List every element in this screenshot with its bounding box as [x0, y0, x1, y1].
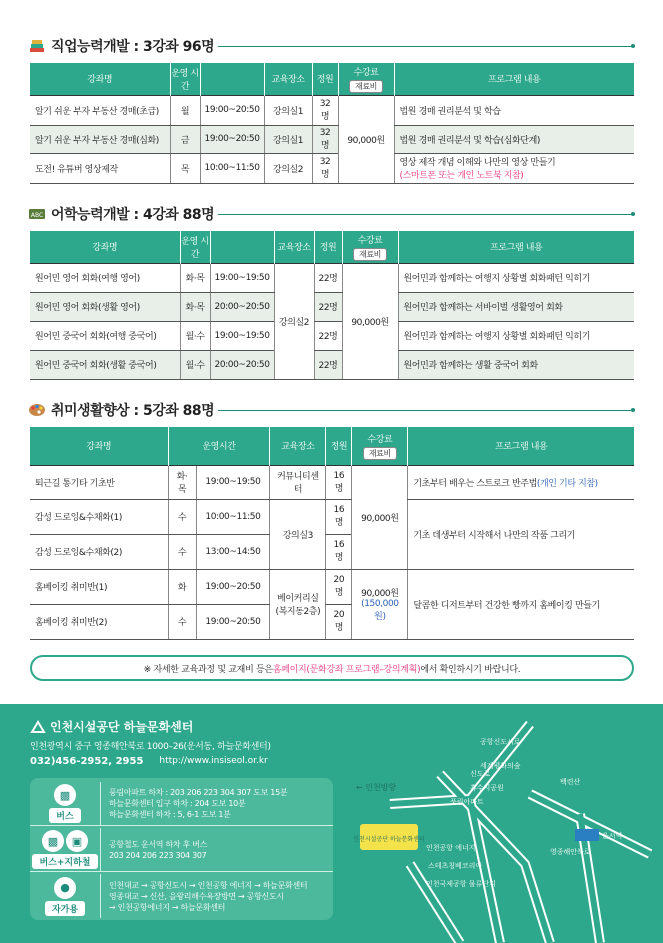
course-cap: 32명	[312, 125, 338, 153]
course-fee: 90,000원	[338, 95, 394, 183]
transit-info	[100, 828, 333, 871]
transit-row-car	[30, 874, 333, 918]
course-fee: 90,000원	[342, 263, 398, 379]
col-fee	[338, 63, 394, 95]
notice-box	[30, 655, 634, 681]
course-day: 화·목	[168, 465, 196, 499]
course-day: 수	[168, 534, 196, 569]
section-title-text: 직업능력개발 : 3강좌 96명	[51, 39, 215, 55]
course-desc-main: 기초부터 배우는 스트로크 반주법	[413, 478, 537, 489]
baking-material-fee: (150,000원)	[361, 599, 399, 622]
course-desc	[394, 153, 634, 183]
course-cap: 22명	[314, 321, 342, 350]
course-cap: 32명	[312, 153, 338, 183]
course-day: 목	[170, 153, 200, 183]
course-name: 홈베이킹 취미반(2)	[30, 604, 168, 639]
job-table	[30, 63, 634, 184]
course-cap: 16명	[326, 465, 352, 499]
col-place: 교육장소	[274, 231, 314, 263]
divider	[218, 46, 633, 47]
section-title-text: 취미생활향상 : 5강좌 88명	[51, 403, 215, 419]
course-cap: 16명	[326, 499, 352, 534]
course-name: 감성 드로잉&수채화(1)	[30, 499, 168, 534]
palette-icon	[28, 402, 46, 418]
course-day: 금	[170, 125, 200, 153]
baking-fee: 90,000원	[361, 589, 399, 599]
course-cap: 20명	[326, 604, 352, 639]
transit-label	[30, 874, 100, 918]
brand-name: 인천시설공단 하늘문화센터	[50, 720, 194, 734]
course-desc-note: (개인 기타 지참)	[536, 478, 598, 489]
map-place: 풍림아파트	[450, 798, 484, 806]
course-time: 20:00~20:50	[210, 292, 274, 321]
transit-label	[30, 782, 100, 825]
course-time: 10:00~11:50	[200, 153, 264, 183]
course-desc: 원어민과 함께하는 서바이벌 생활영어 회화	[398, 292, 634, 321]
footer-address: 인천광역시 중구 영종해안북로 1000–26(운서동, 하늘문화센터)	[30, 742, 271, 752]
course-desc: 원어민과 함께하는 여행지 상황별 회화패턴 익히기	[398, 321, 634, 350]
col-course: 강좌명	[30, 231, 180, 263]
course-name: 도전! 유튜버 영상제작	[30, 153, 170, 183]
notice-post: 에서 확인하시기 바랍니다.	[420, 664, 521, 675]
footer-url[interactable]: http://www.insiseol.or.kr	[159, 756, 268, 766]
notice-link[interactable]: 홈페이지(문화강좌 프로그램–강의계획)	[272, 664, 421, 675]
footer	[0, 704, 663, 943]
col-op: 운영 시간	[180, 231, 210, 263]
table-row	[30, 569, 634, 604]
transit-info	[100, 874, 333, 918]
course-time: 19:00~19:50	[210, 321, 274, 350]
map-graphic	[350, 704, 663, 943]
col-cap: 정원	[312, 63, 338, 95]
course-time: 19:00~20:50	[196, 569, 270, 604]
hobby-table	[30, 427, 634, 640]
course-name: 원어민 중국어 회화(생활 중국어)	[30, 350, 180, 379]
course-time: 20:00~20:50	[210, 350, 274, 379]
car-icon: ●	[54, 877, 76, 899]
course-name: 원어민 영어 회화(생활 영어)	[30, 292, 180, 321]
section-title-job	[28, 35, 214, 57]
course-time: 10:00~11:50	[196, 499, 270, 534]
col-time	[200, 63, 264, 95]
course-time: 19:00~19:50	[210, 263, 274, 292]
transit-label-text: 버스	[49, 808, 80, 823]
course-name: 알기 쉬운 부자 부동산 경매(초급)	[30, 95, 170, 125]
course-time: 13:00~14:50	[196, 534, 270, 569]
course-cap: 20명	[326, 569, 352, 604]
fee-badge: 재료비	[353, 248, 387, 261]
course-place: 강의실1	[264, 125, 312, 153]
transit-row-subway	[30, 828, 333, 872]
map-label: ← 인천방향	[356, 783, 397, 792]
course-fee: 90,000원	[352, 465, 408, 569]
course-desc: 법원 경매 권리분석 및 학습(심화단계)	[394, 125, 634, 153]
course-day: 수	[168, 604, 196, 639]
col-cap: 정원	[326, 427, 352, 465]
col-time	[210, 231, 274, 263]
course-cap: 22명	[314, 263, 342, 292]
col-program: 프로그램 내용	[408, 427, 634, 465]
section-title-text: 어학능력개발 : 4강좌 88명	[51, 207, 215, 223]
col-program: 프로그램 내용	[394, 63, 634, 95]
fee-label: 수강료	[353, 67, 379, 78]
table-row	[30, 321, 634, 350]
transit-line: 하늘문화센터 하차 : 5, 6-1 도보 1분	[109, 810, 231, 819]
col-place: 교육장소	[264, 63, 312, 95]
course-desc: 원어민과 함께하는 생활 중국어 회화	[398, 350, 634, 379]
col-place: 교육장소	[270, 427, 326, 465]
bus-icon: ▩	[42, 830, 64, 852]
baking-place: 베이커리실	[277, 594, 319, 604]
course-day: 수	[168, 499, 196, 534]
table-row	[30, 263, 634, 292]
course-fee	[352, 569, 408, 639]
fee-label: 수강료	[357, 235, 383, 246]
course-time: 19:00~20:50	[200, 95, 264, 125]
col-course: 강좌명	[30, 427, 168, 465]
transit-line: 영종대교 → 신산, 을왕리해수욕장방면 → 공항신도시	[109, 891, 284, 901]
course-place: 강의실2	[274, 263, 314, 379]
col-program: 프로그램 내용	[398, 231, 634, 263]
map-place: 세계평화의숲	[480, 762, 521, 770]
course-time: 19:00~19:50	[196, 465, 270, 499]
transit-line: 하늘문화센터 입구 하차 : 204 도보 10분	[109, 799, 246, 808]
col-course: 강좌명	[30, 63, 170, 95]
transit-info	[100, 782, 333, 825]
abc-icon	[28, 206, 46, 222]
divider	[218, 214, 633, 215]
fee-label: 수강료	[367, 434, 393, 445]
course-desc-note: (스마트폰 또는 개인 노트북 지참)	[399, 171, 524, 181]
transit-row-bus	[30, 782, 333, 826]
course-place: 커뮤니티센터	[270, 465, 326, 499]
divider-dot	[631, 44, 635, 48]
station-marker	[575, 829, 599, 841]
course-place: 강의실2	[264, 153, 312, 183]
course-desc: 법원 경매 권리분석 및 학습	[394, 95, 634, 125]
course-name: 퇴근길 통기타 기초반	[30, 465, 168, 499]
transit-label-text: 버스+지하철	[32, 854, 97, 869]
section-title-lang	[28, 203, 214, 225]
map-place: 인천공항 에너지	[426, 844, 476, 852]
divider-dot	[631, 408, 635, 412]
course-name: 알기 쉬운 부자 부동산 경매(심화)	[30, 125, 170, 153]
course-place: 강의실1	[264, 95, 312, 125]
course-desc	[408, 465, 634, 499]
bus-icon: ▩	[54, 784, 76, 806]
transit-line: → 인천공항에너지 → 하늘문화센터	[109, 902, 226, 912]
map-place: 스테츠칭베코리아	[428, 862, 483, 870]
logo-icon	[30, 720, 46, 734]
table-row	[30, 95, 634, 125]
transit-box	[30, 778, 333, 920]
course-day: 월·수	[180, 321, 210, 350]
subway-icon	[42, 830, 88, 852]
transit-line: 풍림아파트 하차 : 203 206 223 304 307 도보 15분	[109, 788, 288, 797]
baking-place-detail: (복지동2층)	[275, 607, 321, 617]
table-row	[30, 499, 634, 534]
course-time: 19:00~20:50	[196, 604, 270, 639]
course-name: 원어민 중국어 회화(여행 중국어)	[30, 321, 180, 350]
fee-badge: 재료비	[363, 447, 397, 460]
course-desc: 기초 데생부터 시작해서 나만의 작품 그리기	[408, 499, 634, 569]
course-cap: 32명	[312, 95, 338, 125]
books-icon	[28, 38, 46, 54]
course-day: 화·목	[180, 292, 210, 321]
transit-line: 203 204 206 223 304 307	[109, 850, 207, 860]
col-cap: 정원	[314, 231, 342, 263]
map-place: 백련산	[560, 778, 581, 786]
footer-phone: 032)456-2952, 2955	[30, 756, 144, 767]
transit-label-text: 자가용	[45, 901, 85, 916]
transit-line: 인천대교 → 공항신도시 → 인천공항 에너지 → 하늘문화센터	[109, 880, 308, 890]
course-cap: 22명	[314, 350, 342, 379]
transit-line: 공항철도 운서역 하차 후 버스	[109, 839, 208, 849]
footer-brand	[30, 718, 193, 735]
map-place: 인천국제공항 물류단지	[426, 880, 496, 888]
course-day: 화	[168, 569, 196, 604]
notice-pre: ※ 자세한 교육과정 및 교재비 등은	[143, 664, 273, 675]
course-desc-main: 영상 제작 개념 이해와 나만의 영상 만들기	[399, 158, 556, 168]
location-map	[350, 704, 663, 943]
table-row	[30, 153, 634, 183]
course-cap: 16명	[326, 534, 352, 569]
table-row	[30, 125, 634, 153]
divider	[218, 410, 633, 411]
course-day: 월	[170, 95, 200, 125]
lang-table	[30, 231, 634, 380]
course-desc: 원어민과 함께하는 여행지 상황별 회화패턴 익히기	[398, 263, 634, 292]
course-place	[270, 569, 326, 639]
course-day: 월·수	[180, 350, 210, 379]
course-name: 홈베이킹 취미반(1)	[30, 569, 168, 604]
svg-text:ABC: ABC	[30, 212, 44, 219]
course-place: 강의실3	[270, 499, 326, 569]
course-day: 화·목	[180, 263, 210, 292]
map-station: 운서역	[602, 832, 623, 840]
course-time: 19:00~20:50	[200, 125, 264, 153]
footer-contact	[30, 756, 268, 767]
divider-dot	[631, 212, 635, 216]
map-road: 신도로	[470, 770, 491, 778]
section-title-hobby	[28, 399, 214, 421]
map-road: 공항신도시로	[480, 738, 521, 746]
col-fee	[342, 231, 398, 263]
map-road: 영종해안북로	[550, 848, 591, 856]
table-row	[30, 350, 634, 379]
col-op: 운영 시간	[170, 63, 200, 95]
col-optime: 운영시간	[168, 427, 270, 465]
train-icon: ▣	[66, 830, 88, 852]
map-place: 휴수지공원	[470, 784, 504, 792]
course-desc: 달콤한 디저트부터 건강한 빵까지 홈베이킹 만들기	[408, 569, 634, 639]
fee-badge: 재료비	[349, 80, 383, 93]
course-cap: 22명	[314, 292, 342, 321]
col-fee	[352, 427, 408, 465]
transit-label	[30, 828, 100, 871]
table-row	[30, 465, 634, 499]
course-name: 감성 드로잉&수채화(2)	[30, 534, 168, 569]
course-name: 원어민 영어 회화(여행 영어)	[30, 263, 180, 292]
center-label: 인천시설공단 하늘문화센터	[353, 836, 425, 843]
table-row	[30, 292, 634, 321]
